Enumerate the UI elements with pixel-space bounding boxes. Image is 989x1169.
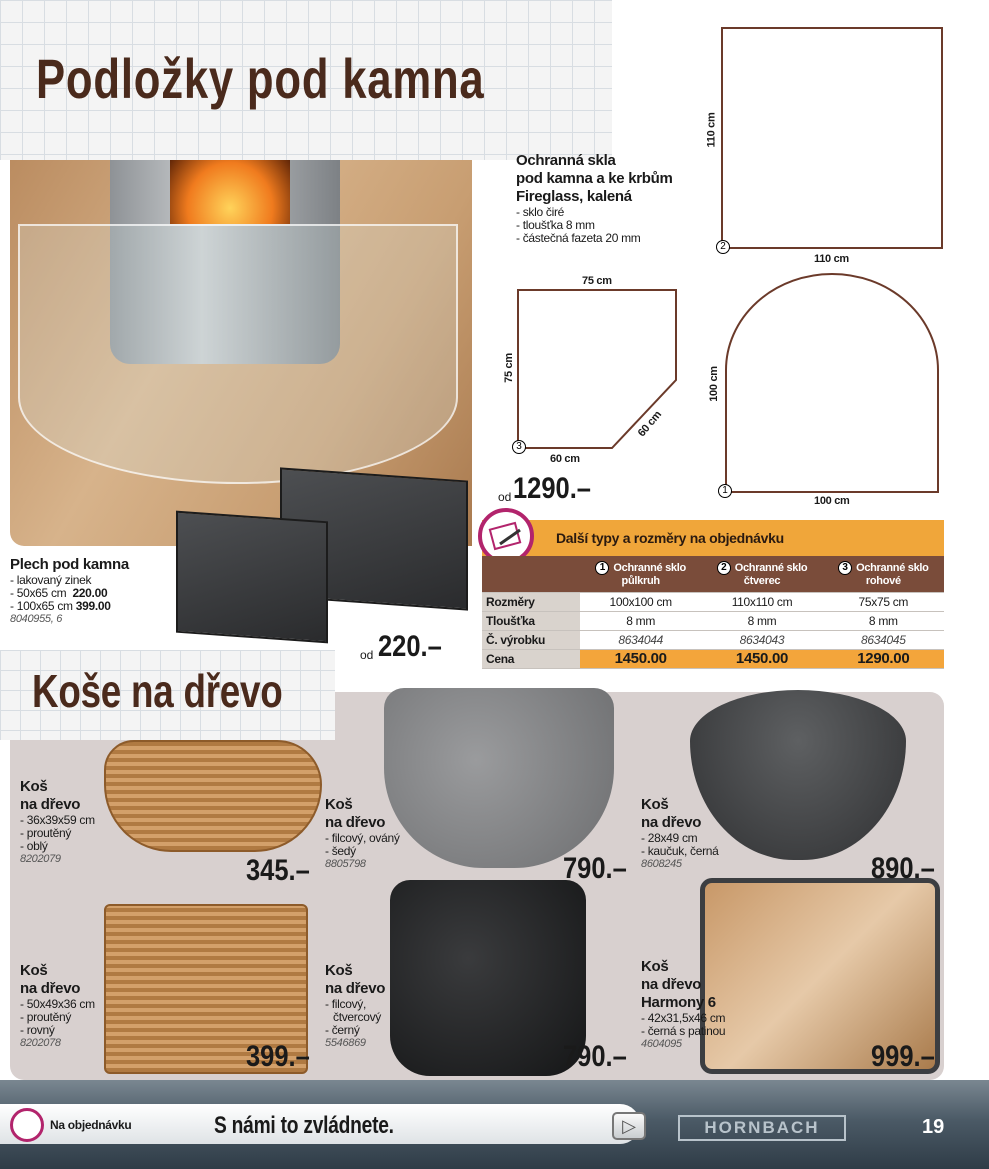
corner-number-badge: 3 — [512, 440, 526, 454]
col-label: Ochranné sklo — [856, 561, 929, 574]
metal-plate-small — [176, 511, 328, 644]
product-feature: - kaučuk, černá — [641, 844, 719, 858]
product-name: Koš — [325, 962, 353, 979]
product-sku: 8202079 — [20, 853, 61, 865]
product-name: Koš — [641, 958, 669, 975]
order-icon — [10, 1108, 44, 1142]
table-cell: 1450.00 — [701, 649, 822, 668]
plech-size-price: 220.00 — [72, 586, 108, 600]
table-cell: 8634045 — [823, 630, 944, 649]
plech-size: - 50x65 cm — [10, 586, 67, 600]
product-feature: - 28x49 cm — [641, 831, 698, 845]
col-number-badge: 1 — [595, 561, 609, 575]
product-feature: - šedý — [325, 844, 356, 858]
product-price: 999.– — [871, 1040, 935, 1073]
product-sku: 8608245 — [641, 858, 682, 870]
row-label: Tloušťka — [482, 611, 580, 630]
plech-product-info — [10, 556, 129, 625]
table-row — [482, 630, 944, 649]
product-feature: čtvercový — [333, 1010, 381, 1024]
table-cell: 8 mm — [580, 611, 701, 630]
product-sku: 4604095 — [641, 1038, 682, 1050]
slogan: S námi to zvládnete. — [214, 1112, 394, 1139]
product-info — [325, 962, 385, 1049]
product-feature: - filcový, ováný — [325, 831, 400, 845]
order-label: Na objednávku — [50, 1118, 132, 1132]
next-page-button[interactable]: ▷ — [612, 1112, 646, 1140]
product-name: Koš — [641, 796, 669, 813]
square-number-badge: 2 — [716, 240, 730, 254]
product-price: 790.– — [563, 1040, 627, 1073]
corner-side-dim: 75 cm — [502, 353, 515, 383]
glass-price-prefix: od — [498, 490, 512, 504]
row-label: Cena — [482, 649, 580, 668]
order-table-title: Další typy a rozměry na objednávku — [556, 530, 784, 546]
product-info — [641, 958, 725, 1050]
col-header — [580, 556, 701, 592]
product-name: na dřevo — [325, 980, 386, 997]
product-feature: - 42x31,5x46 cm — [641, 1011, 726, 1025]
order-table-header — [482, 520, 944, 556]
col-number-badge: 3 — [838, 561, 852, 575]
product-name: Koš — [20, 778, 48, 795]
row-label: Rozměry — [482, 592, 580, 611]
square-shape — [722, 28, 942, 248]
product-info — [20, 778, 95, 865]
plech-price-prefix: od — [360, 648, 374, 662]
product-feature: - proutěný — [20, 826, 72, 840]
plech-size-price: 399.00 — [75, 599, 111, 613]
glass-feature: - částečná fazeta 20 mm — [516, 231, 641, 245]
product-info — [20, 962, 95, 1049]
product-feature: - 50x49x36 cm — [20, 997, 95, 1011]
product-price: 890.– — [871, 852, 935, 885]
product-name: na dřevo — [641, 976, 702, 993]
table-row-price — [482, 649, 944, 668]
semicircle-bottom-dim: 100 cm — [814, 495, 850, 507]
basket-felt-grey-image — [384, 688, 614, 868]
row-label: Č. výrobku — [482, 630, 580, 649]
product-name: na dřevo — [20, 796, 81, 813]
section-title: Koše na dřevo — [32, 665, 283, 717]
semicircle-shape — [726, 274, 938, 492]
corner-top-dim: 75 cm — [582, 275, 612, 287]
col-header — [701, 556, 822, 592]
table-header-row — [482, 556, 944, 592]
product-name: Koš — [325, 796, 353, 813]
product-price: 790.– — [563, 852, 627, 885]
page-number: 19 — [922, 1116, 945, 1138]
glass-price: 1290.– — [513, 472, 592, 505]
plech-size-row — [10, 600, 129, 613]
glass-feature: - sklo čiré — [516, 205, 565, 219]
product-name: Koš — [20, 962, 48, 979]
table-cell: 100x100 cm — [580, 592, 701, 611]
semicircle-number-badge: 1 — [718, 484, 732, 498]
table-cell: 8634043 — [701, 630, 822, 649]
pen-icon — [482, 512, 530, 560]
table-cell: 8 mm — [701, 611, 822, 630]
product-price: 345.– — [246, 854, 310, 887]
product-price: 399.– — [246, 1040, 310, 1073]
semicircle-side-dim: 100 cm — [707, 366, 720, 402]
product-feature: - černá s patinou — [641, 1024, 726, 1038]
col-label: půlkruh — [621, 574, 660, 587]
basket-wicker-oval-image — [104, 740, 322, 852]
table-cell: 1290.00 — [823, 649, 944, 668]
product-name: Harmony 6 — [641, 994, 716, 1011]
table-row — [482, 592, 944, 611]
glass-feature: - tloušťka 8 mm — [516, 218, 595, 232]
hornbach-logo: HORNBACH — [678, 1115, 846, 1141]
col-label: Ochranné sklo — [734, 561, 808, 574]
page-title: Podložky pod kamna — [36, 47, 485, 110]
product-sku: 8805798 — [325, 858, 366, 870]
table-cell: 75x75 cm — [823, 592, 944, 611]
basket-felt-black-image — [390, 880, 586, 1076]
col-label: Ochranné sklo — [613, 561, 686, 574]
plech-price: 220.– — [378, 630, 442, 663]
table-cell: 8634044 — [580, 630, 701, 649]
product-feature: - oblý — [20, 839, 48, 853]
col-header — [823, 556, 944, 592]
square-side-dim: 110 cm — [705, 112, 718, 148]
corner-diag-dim: 60 cm — [635, 408, 664, 440]
plech-sku: 8040955, 6 — [10, 613, 63, 625]
product-info — [641, 796, 719, 870]
plech-feature: - lakovaný zinek — [10, 573, 92, 587]
table-cell: 8 mm — [823, 611, 944, 630]
col-label: rohové — [865, 574, 901, 587]
product-name: na dřevo — [20, 980, 81, 997]
product-sku: 5546869 — [325, 1037, 366, 1049]
order-table — [482, 556, 944, 669]
table-cell: 1450.00 — [580, 649, 701, 668]
product-feature: - filcový, — [325, 997, 367, 1011]
corner-bottom-dim: 60 cm — [550, 453, 580, 465]
product-feature: - černý — [325, 1023, 360, 1037]
product-feature: - rovný — [20, 1023, 55, 1037]
product-sku: 8202078 — [20, 1037, 61, 1049]
plech-name: Plech pod kamna — [10, 556, 129, 573]
glass-name-line: Fireglass, kalená — [516, 188, 632, 205]
plech-size: - 100x65 cm — [10, 599, 73, 613]
glass-name-line: Ochranná skla — [516, 152, 616, 169]
glass-plate-image — [18, 224, 458, 484]
col-label: čtverec — [743, 574, 781, 587]
product-name: na dřevo — [641, 814, 702, 831]
product-name: na dřevo — [325, 814, 386, 831]
product-info — [325, 796, 400, 870]
glass-shape-diagrams — [490, 20, 960, 520]
table-row — [482, 611, 944, 630]
product-feature: - proutěný — [20, 1010, 72, 1024]
glass-name-line: pod kamna a ke krbům — [516, 170, 673, 187]
product-feature: - 36x39x59 cm — [20, 813, 95, 827]
square-bottom-dim: 110 cm — [814, 253, 849, 265]
col-number-badge: 2 — [717, 561, 731, 575]
table-cell: 110x110 cm — [701, 592, 822, 611]
